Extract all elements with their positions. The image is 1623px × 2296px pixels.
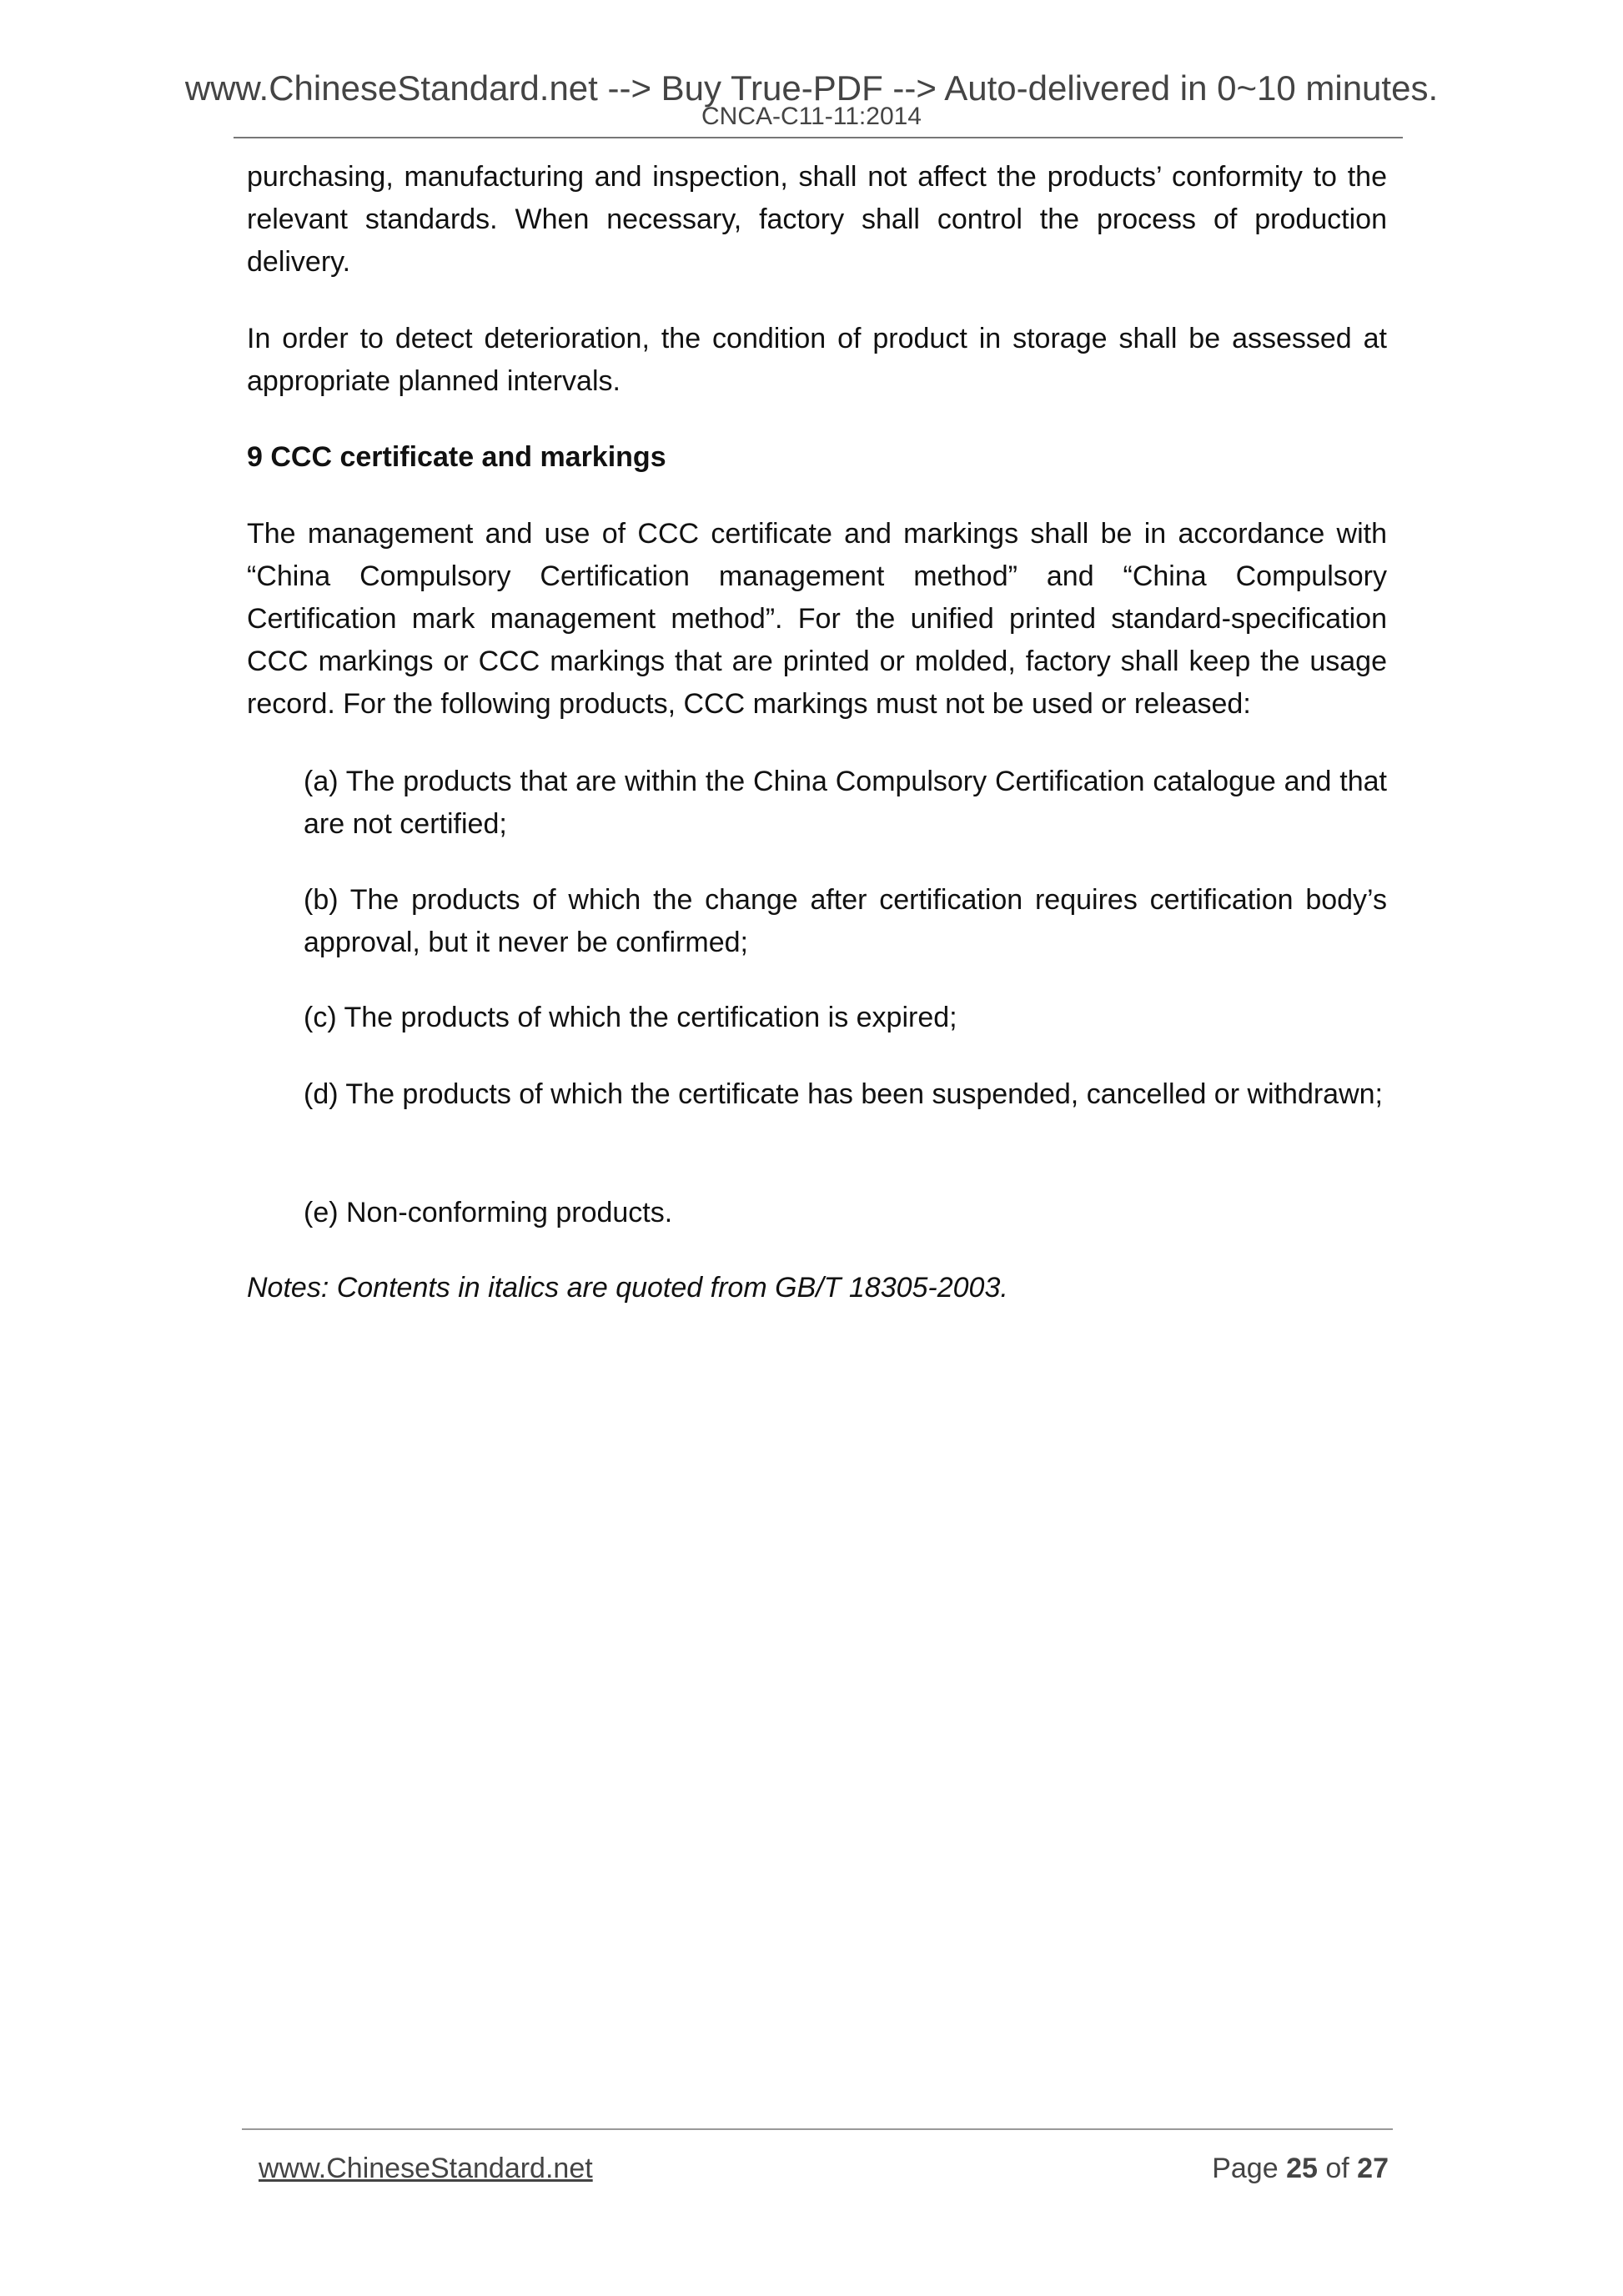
page-total: 27 [1357,2153,1389,2184]
list-item: (c) The products of which the certification is expired; [304,1002,957,1033]
paragraph: purchasing, manufacturing and inspection, shall not affect the products’ conformity to the relevant standards. When necessary, factory shall control the process of production delivery. [247,161,1387,278]
notes: Notes: Contents in italics are quoted from GB/T 18305-2003. [247,1272,1008,1304]
page-current: 25 [1286,2153,1318,2184]
document-code: CNCA-C11-11:2014 [701,103,922,130]
footer-divider [242,2128,1393,2130]
page-number [1212,2152,1389,2185]
list-item: (d) The products of which the certificate has been suspended, cancelled or withdrawn; [304,1078,1383,1110]
section-heading: 9 CCC certificate and markings [247,441,666,473]
list-item: (b) The products of which the change after certification requires certification body’s approval, but it never be confirmed; [304,884,1387,958]
list-item: (e) Non-conforming products. [304,1197,673,1228]
paragraph: In order to detect deterioration, the condition of product in storage shall be assessed at appropriate planned intervals. [247,323,1387,397]
list-item: (a) The products that are within the China Compulsory Certification catalogue and that are not certified; [304,766,1387,840]
header-banner: www.ChineseStandard.net --> Buy True-PDF --> Auto-delivered in 0~10 minutes. [184,68,1439,108]
page-of: of [1325,2153,1349,2184]
page-prefix: Page [1212,2153,1279,2184]
header-divider [234,137,1403,138]
footer-link[interactable]: www.ChineseStandard.net [259,2153,593,2184]
paragraph: The management and use of CCC certificate and markings shall be in accordance with “China Compulsory Certification management method” and “China Compulsory Certification mark management method”. For the unified printed standard-specification CCC markings or CCC markings that are printed or molded, factory shall keep the usage record. For the following products, CCC markings must not be used or released: [247,518,1387,720]
